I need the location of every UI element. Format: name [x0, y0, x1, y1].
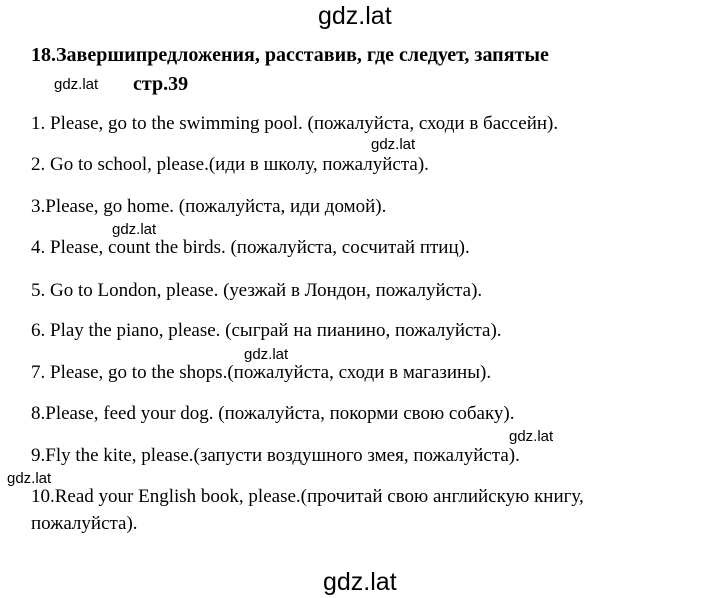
watermark-after-line3: gdz.lat	[112, 221, 157, 238]
task-title: 18.Завершипредложения, расставив, где следует, запятые	[31, 44, 549, 66]
sentence-10: 10.Read your English book, please.(прочитай свою английскую книгу,	[31, 486, 584, 507]
watermark-after-line8: gdz.lat	[509, 428, 554, 445]
sentence-4: 4. Please, count the birds. (пожалуйста, сосчитай птиц).	[31, 237, 470, 258]
sentence-9: 9.Fly the kite, please.(запусти воздушного змея, пожалуйста).	[31, 445, 520, 466]
sentence-1: 1. Please, go to the swimming pool. (пожалуйста, сходи в бассейн).	[31, 113, 559, 134]
sentence-7: 7. Please, go to the shops.(пожалуйста, сходи в магазины).	[31, 362, 492, 383]
watermark-before-line10: gdz.lat	[7, 470, 52, 487]
sentence-2: 2. Go to school, please.(иди в школу, пожалуйста).	[31, 154, 429, 175]
watermark-top: gdz.lat	[318, 2, 392, 30]
watermark-bottom: gdz.lat	[323, 568, 397, 596]
sentence-10-continuation: пожалуйста).	[31, 513, 138, 534]
watermark-after-line6: gdz.lat	[244, 346, 289, 363]
page-reference: стр.39	[133, 73, 189, 95]
watermark-header-left: gdz.lat	[54, 76, 99, 93]
sentence-5: 5. Go to London, please. (уезжай в Лондон, пожалуйста).	[31, 280, 483, 301]
watermark-after-line1: gdz.lat	[371, 136, 416, 153]
sentence-3: 3.Please, go home. (пожалуйста, иди домой).	[31, 196, 387, 217]
sentence-8: 8.Please, feed your dog. (пожалуйста, покорми свою собаку).	[31, 403, 515, 424]
sentence-6: 6. Play the piano, please. (сыграй на пианино, пожалуйста).	[31, 320, 502, 341]
